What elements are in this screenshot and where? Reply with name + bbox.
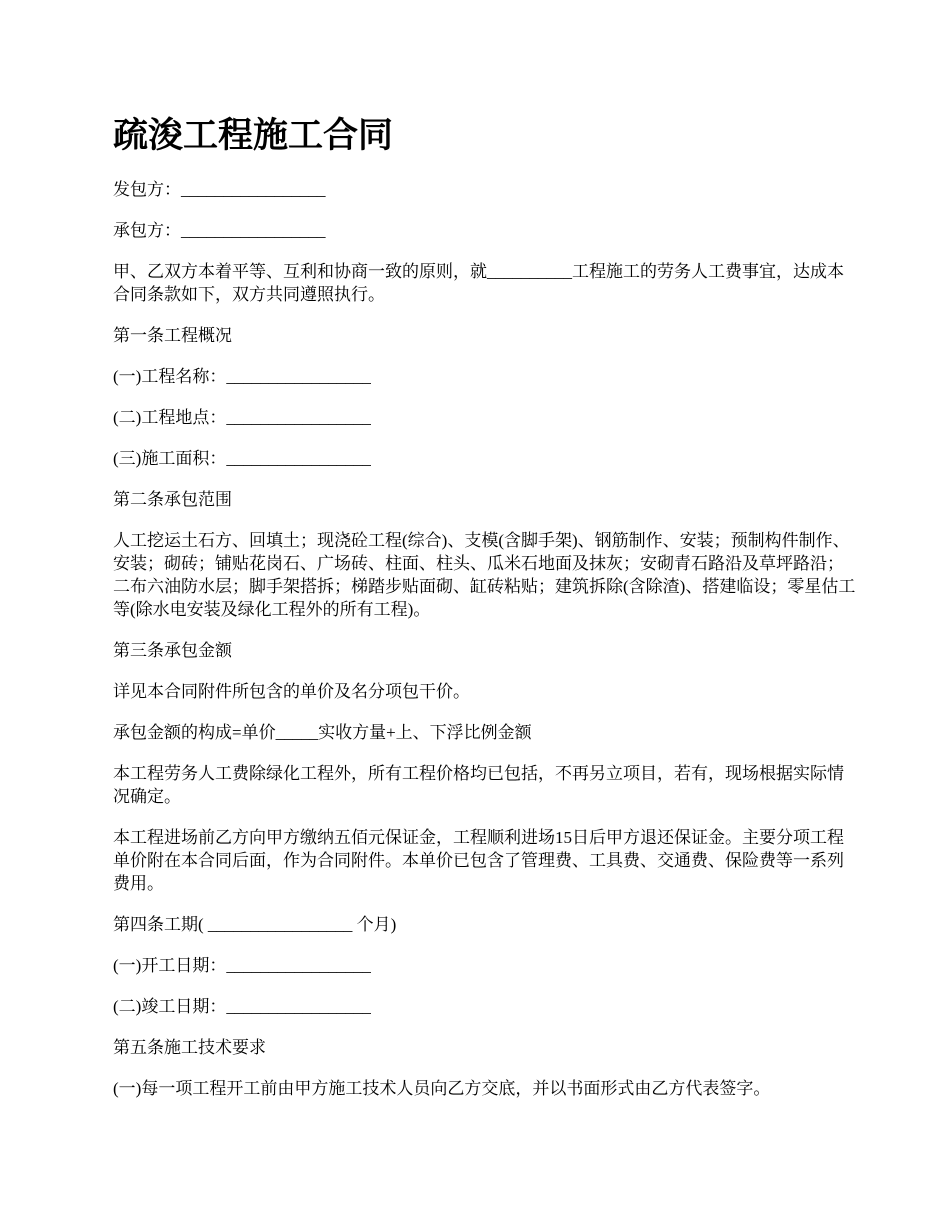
technical-briefing-paragraph: (一)每一项工程开工前由甲方施工技术人员向乙方交底，并以书面形式由乙方代表签字。 bbox=[113, 1079, 771, 1098]
party-a-line: 发包方：_________________ bbox=[113, 180, 326, 199]
scope-paragraph: 人工挖运土石方、回填土；现浇砼工程(综合)、支模(含脚手架)、钢筋制作、安装；预制构件制作、安装；砌砖；铺贴花岗石、广场砖、柱面、柱头、瓜米石地面及抹灰；安砌青石路沿及草坪路沿；二布六油防水层；脚手架搭拆；梯踏步贴面砌、缸砖粘贴；建筑拆除(含除渣)、搭建临设；零星估工等(除水电安装及绿化工程外的所有工程)。 bbox=[113, 531, 856, 619]
article-4-heading: 第四条工期( _________________ 个月) bbox=[113, 915, 397, 934]
completion-date-line: (二)竣工日期：_________________ bbox=[113, 997, 371, 1016]
deposit-paragraph: 本工程进场前乙方向甲方缴纳五佰元保证金，工程顺利进场15日后甲方退还保证金。主要分项工程单价附在本合同后面，作为合同附件。本单价已包含了管理费、工具费、交通费、保险费等一系列费用。 bbox=[113, 828, 844, 893]
party-b-line: 承包方：_________________ bbox=[113, 221, 326, 240]
article-1-heading: 第一条工程概况 bbox=[113, 326, 232, 345]
document-body bbox=[113, 178, 858, 1118]
start-date-line: (一)开工日期：_________________ bbox=[113, 956, 371, 975]
article-3-heading: 第三条承包金额 bbox=[113, 641, 232, 660]
amount-detail-paragraph: 详见本合同附件所包含的单价及名分项包干价。 bbox=[113, 682, 470, 701]
preamble-paragraph: 甲、乙双方本着平等、互利和协商一致的原则，就__________工程施工的劳务人工费事宜，达成本合同条款如下，双方共同遵照执行。 bbox=[113, 262, 844, 304]
construction-area-line: (三)施工面积：_________________ bbox=[113, 449, 371, 468]
labor-cost-paragraph: 本工程劳务人工费除绿化工程外，所有工程价格均已包括，不再另立项目，若有，现场根据实际情况确定。 bbox=[113, 764, 844, 806]
project-location-line: (二)工程地点：_________________ bbox=[113, 408, 371, 427]
article-5-heading: 第五条施工技术要求 bbox=[113, 1038, 266, 1057]
project-name-line: (一)工程名称：_________________ bbox=[113, 367, 371, 386]
article-2-heading: 第二条承包范围 bbox=[113, 490, 232, 509]
amount-formula-paragraph: 承包金额的构成=单价_____实收方量+上、下浮比例金额 bbox=[113, 723, 532, 742]
document-title: 疏浚工程施工合同 bbox=[113, 116, 394, 155]
